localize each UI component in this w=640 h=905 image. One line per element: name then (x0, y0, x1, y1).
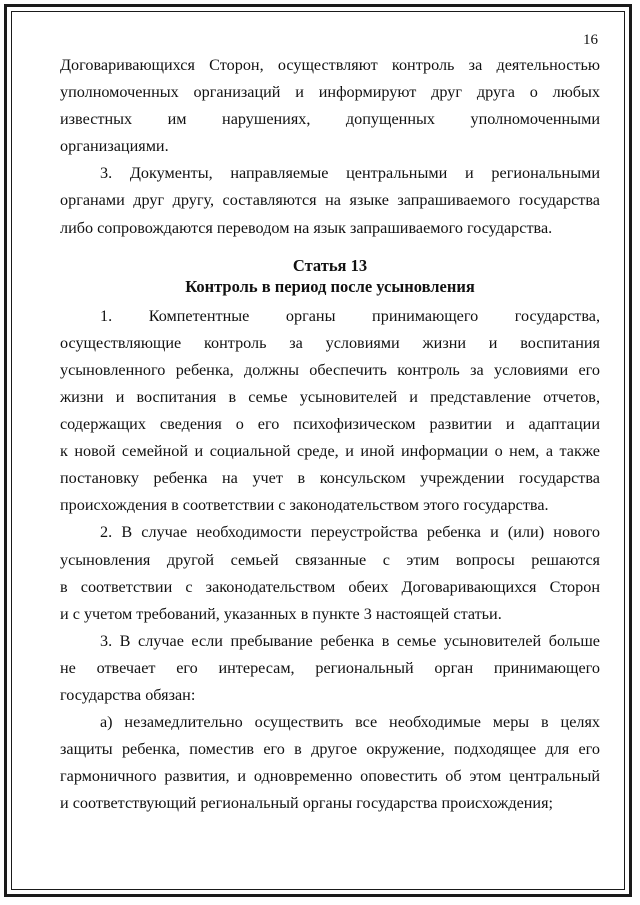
text-line: постановку ребенка на учет в консульском учреждении государства (60, 469, 600, 488)
paragraph-continuation (60, 52, 600, 160)
text-line: организациями. (60, 137, 169, 156)
article-paragraph-2 (60, 519, 600, 627)
article-paragraph-3 (60, 628, 600, 709)
text-line: к новой семейной и социальной среде, и иной информации о нем, а также (60, 442, 600, 461)
text-line: 3. Документы, направляемые центральными и региональными (100, 164, 600, 183)
text-line: органами друг другу, составляются на языке запрашиваемого государства (60, 191, 600, 210)
text-line: либо сопровождаются переводом на язык запрашиваемого государства. (60, 218, 553, 237)
text-line: 2. В случае необходимости переустройства ребенка и (или) нового (100, 523, 600, 542)
text-line: защиты ребенка, поместив его в другое окружение, подходящее для его (60, 740, 600, 759)
text-line: уполномоченных организаций и информируют друг друга о любых (60, 83, 600, 102)
text-line: Договаривающихся Сторон, осуществляют контроль за деятельностью (60, 56, 600, 74)
article-paragraph-1 (60, 303, 600, 520)
text-line: а) незамедлительно осуществить все необходимые меры в целях (100, 713, 600, 732)
text-line: 3. В случае если пребывание ребенка в семье усыновителей больше (100, 631, 600, 650)
text-line: жизни и воспитания в семье усыновителей и представление отчетов, (60, 387, 600, 406)
page-number: 16 (583, 32, 598, 48)
text-line: известных им нарушениях, допущенных уполномоченными (60, 110, 600, 129)
text-line: происхождения в соответствии с законодательством этого государства. (60, 496, 549, 515)
text-line: 1. Компетентные органы принимающего государства, (100, 306, 600, 325)
text-line: гармоничного развития, и одновременно оповестить об этом центральный (60, 767, 600, 786)
spacer (60, 242, 600, 255)
text-line: усыновленного ребенка, должны обеспечить контроль за условиями его (60, 360, 600, 379)
text-line: содержащих сведения о его психофизическом развитии и адаптации (60, 415, 600, 434)
text-line: усыновления другой семьей связанные с этим вопросы решаются (60, 550, 600, 569)
article-number: Статья 13 (292, 255, 368, 275)
text-line: в соответствии с законодательством обеих Договаривающихся Сторон (60, 577, 600, 596)
paragraph-3 (60, 160, 600, 241)
text-line: государства обязан: (60, 685, 196, 704)
text-line: осуществляющие контроль за условиями жизни и воспитания (60, 333, 600, 352)
document-body (60, 52, 600, 817)
article-paragraph-3a (60, 709, 600, 817)
text-line: и с учетом требований, указанных в пункте 3 настоящей статьи. (60, 604, 502, 623)
article-title: Контроль в период после усыновления (185, 276, 475, 296)
text-line: и соответствующий региональный органы государства происхождения; (60, 794, 554, 813)
text-line: не отвечает его интересам, региональный орган принимающего (60, 658, 600, 677)
